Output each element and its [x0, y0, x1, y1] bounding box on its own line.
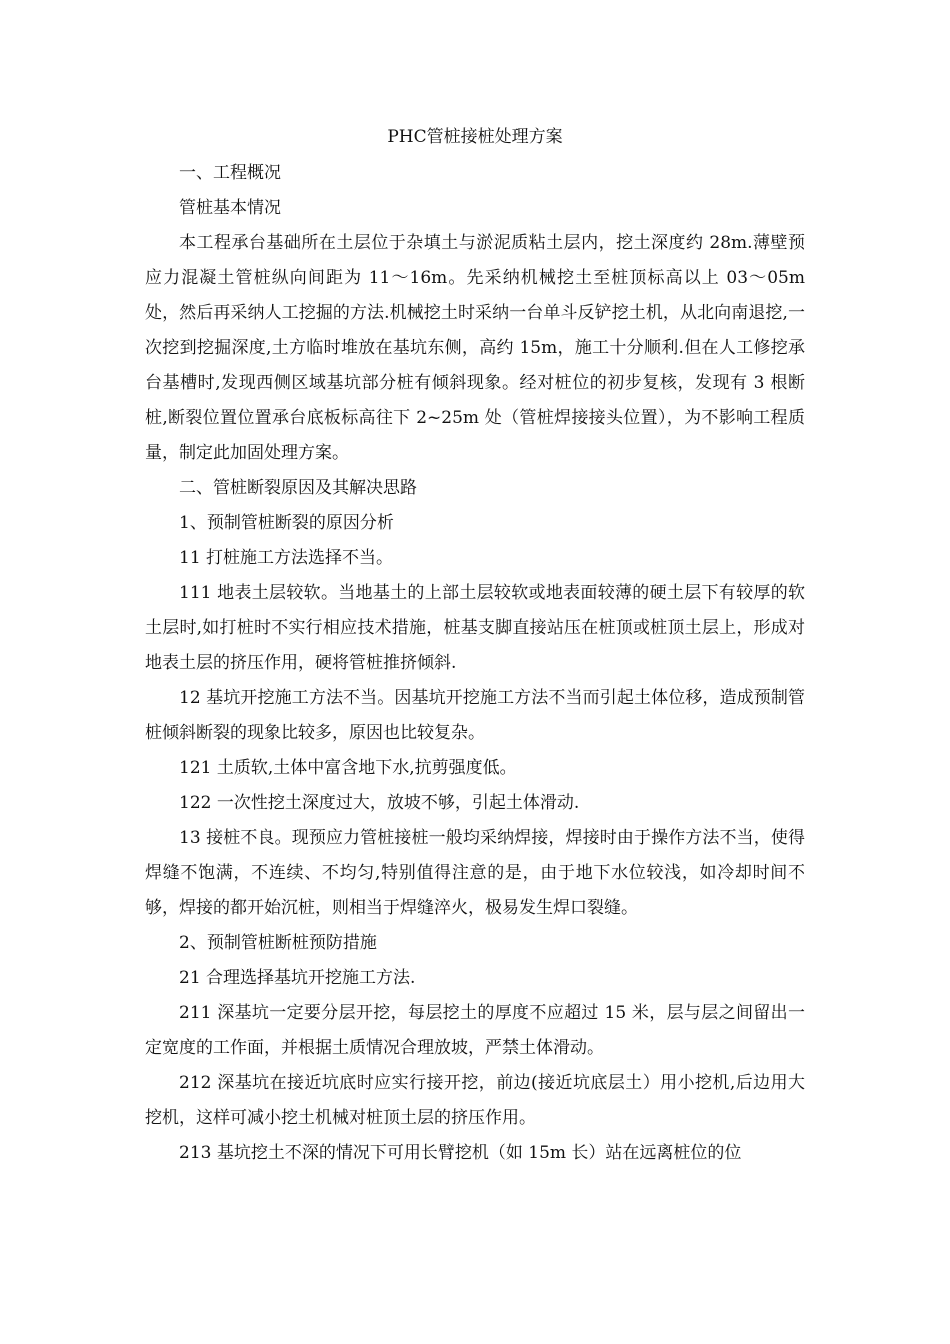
document-title: PHC管桩接桩处理方案: [387, 127, 563, 147]
paragraph-item-122: 122 一次性挖土深度过大，放坡不够，引起土体滑动.: [179, 793, 580, 813]
paragraph-item-12: 12 基坑开挖施工方法不当。因基坑开挖施工方法不当而引起土体位移，造成预制管桩倾斜断裂的现象比较多，原因也比较复杂。: [145, 688, 805, 743]
paragraph-item-11: 11 打桩施工方法选择不当。: [179, 548, 394, 568]
paragraph-item-121: 121 土质软,土体中富含地下水,抗剪强度低。: [179, 758, 517, 778]
subheading-prevention: 2、预制管桩断桩预防措施: [179, 933, 377, 953]
document-body: [145, 118, 805, 1171]
paragraph-item-111: 111 地表土层较软。当地基土的上部土层较软或地表面较薄的硬土层下有较厚的软土层时,如打桩时不实行相应技术措施，桩基支脚直接站压在桩顶或桩顶土层上，形成对地表土层的挤压作用，硬将管桩推挤倾斜.: [145, 583, 805, 673]
paragraph-project-description: 本工程承台基础所在土层位于杂填土与淤泥质粘土层内，挖土深度约 28m.薄壁预应力混凝土管桩纵向间距为 11～16m。先采纳机械挖土至桩顶标高以上 03～05m 处，然后再采纳人工挖掘的方法.机械挖土时采纳一台单斗反铲挖土机，从北向南退挖,一次挖到挖掘深度,土方临时堆放在基坑东侧，高约 15m，施工十分顺利.但在人工修挖承台基槽时,发现西侧区域基坑部分桩有倾斜现象。经对桩位的初步复核，发现有 3 根断桩,断裂位置位置承台底板标高往下 2~25m 处（管桩焊接接头位置），为不影响工程质量，制定此加固处理方案。: [145, 233, 805, 463]
section-heading-causes: 二、管桩断裂原因及其解决思路: [179, 478, 417, 498]
paragraph-item-212: 212 深基坑在接近坑底时应实行接开挖，前边(接近坑底层土）用小挖机,后边用大挖机，这样可减小挖土机械对桩顶土层的挤压作用。: [145, 1073, 805, 1128]
paragraph-item-211: 211 深基坑一定要分层开挖，每层挖土的厚度不应超过 15 米，层与层之间留出一定宽度的工作面，并根据土质情况合理放坡，严禁土体滑动。: [145, 1003, 805, 1058]
paragraph-item-21: 21 合理选择基坑开挖施工方法.: [179, 968, 416, 988]
paragraph-item-213: 213 基坑挖土不深的情况下可用长臂挖机（如 15m 长）站在远离桩位的位: [179, 1143, 742, 1163]
subheading-cause-analysis: 1、预制管桩断裂的原因分析: [179, 513, 394, 533]
subheading-pile-basics: 管桩基本情况: [179, 198, 281, 218]
paragraph-item-13: 13 接桩不良。现预应力管桩接桩一般均采纳焊接，焊接时由于操作方法不当，使得焊缝不饱满，不连续、不均匀,特别值得注意的是，由于地下水位较浅，如冷却时间不够，焊接的都开始沉桩，则相当于焊缝淬火，极易发生焊口裂缝。: [145, 828, 805, 918]
section-heading-overview: 一、工程概况: [179, 163, 281, 183]
